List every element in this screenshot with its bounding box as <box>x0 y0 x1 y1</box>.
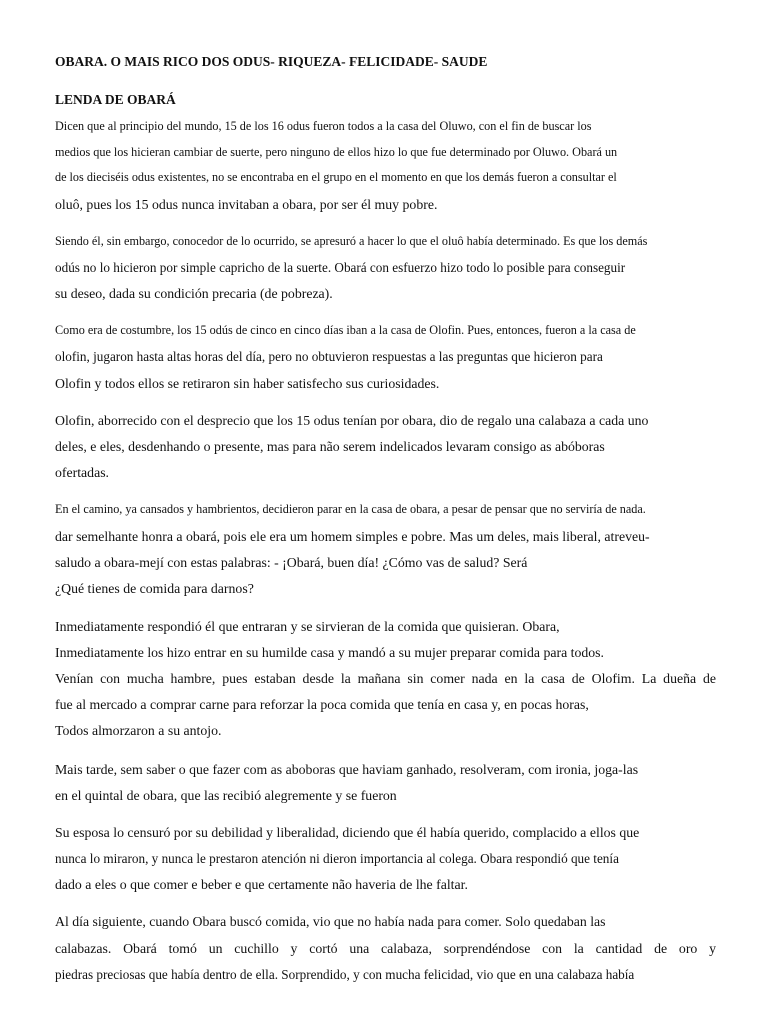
text-line: Siendo él, sin embargo, conocedor de lo ocurrido, se apresuró a hacer lo que el oluô había determinado. Es que los demás <box>55 234 648 248</box>
text-line: en el quintal de obara, que las recibió alegremente y se fueron <box>55 788 397 803</box>
text-line: medios que los hicieran cambiar de suerte, pero ninguno de ellos hizo lo que fue determinado por Oluwo. Obará un <box>55 145 618 159</box>
text-line: Mais tarde, sem saber o que fazer com as aboboras que haviam ganhado, resolveram, com ironia, joga-las <box>55 762 639 777</box>
section-heading: LENDA DE OBARÁ <box>55 92 176 107</box>
text-line: ofertadas. <box>55 465 110 480</box>
document-title: OBARA. O MAIS RICO DOS ODUS- RIQUEZA- FELICIDADE- SAUDE <box>55 54 488 69</box>
text-line: ¿Qué tienes de comida para darnos? <box>55 581 254 596</box>
text-line: Su esposa lo censuró por su debilidad y liberalidad, diciendo que él había querido, complacido a ellos que <box>55 825 640 840</box>
text-line: dado a eles o que comer e beber e que certamente não haveria de lhe faltar. <box>55 877 468 892</box>
text-line: Como era de costumbre, los 15 odús de cinco en cinco días iban a la casa de Olofin. Pues, entonces, fueron a la casa de <box>55 323 636 337</box>
text-line: Olofin y todos ellos se retiraron sin haber satisfecho sus curiosidades. <box>55 376 440 391</box>
text-line: Inmediatamente los hizo entrar en su humilde casa y mandó a su mujer preparar comida para todos. <box>55 645 604 660</box>
text-line: fue al mercado a comprar carne para reforzar la poca comida que tenía en casa y, en pocas horas, <box>55 697 589 712</box>
text-line: Todos almorzaron a su antojo. <box>55 723 222 738</box>
text-line: Al día siguiente, cuando Obara buscó comida, vio que no había nada para comer. Solo quedaban las <box>55 914 606 929</box>
text-line: odús no lo hicieron por simple capricho de la suerte. Obará con esfuerzo hizo todo lo posible para conseguir <box>55 260 626 275</box>
text-line: Venían con mucha hambre, pues estaban desde la mañana sin comer nada en la casa de Olofim. La dueña de <box>55 671 716 686</box>
text-line: saludo a obara-mejí con estas palabras: - ¡Obará, buen día! ¿Cómo vas de salud? Será <box>55 555 528 570</box>
text-line: de los dieciséis odus existentes, no se encontraba en el grupo en el momento en que los demás fueron a consultar el <box>55 170 617 184</box>
text-line: olofin, jugaron hasta altas horas del día, pero no obtuvieron respuestas a las preguntas que hicieron para <box>55 349 603 364</box>
text-line: nunca lo miraron, y nunca le prestaron atención ni dieron importancia al colega. Obara respondió que tenía <box>55 851 619 866</box>
text-line: dar semelhante honra a obará, pois ele era um homem simples e pobre. Mas um deles, mais liberal, atreveu- <box>55 529 650 544</box>
text-line: su deseo, dada su condición precaria (de pobreza). <box>55 286 333 301</box>
text-line: En el camino, ya cansados y hambrientos, decidieron parar en la casa de obara, a pesar de pensar que no serviría de nada. <box>55 502 646 516</box>
text-line: Olofin, aborrecido con el desprecio que los 15 odus tenían por obara, dio de regalo una calabaza a cada uno <box>55 413 649 428</box>
text-line: piedras preciosas que había dentro de ella. Sorprendido, y con mucha felicidad, vio que en una calabaza había <box>55 967 635 982</box>
text-line: deles, e eles, desdenhando o presente, mas para não serem indelicados levaram consigo as abóboras <box>55 439 605 454</box>
text-line: calabazas. Obará tomó un cuchillo y cortó una calabaza, sorprendéndose con la cantidad de oro y <box>55 941 716 956</box>
text-line: oluô, pues los 15 odus nunca invitaban a obara, por ser él muy pobre. <box>55 197 438 212</box>
text-line: Dicen que al principio del mundo, 15 de los 16 odus fueron todos a la casa del Oluwo, con el fin de buscar los <box>55 119 592 133</box>
text-line: Inmediatamente respondió él que entraran y se sirvieran de la comida que quisieran. Obara, <box>55 619 560 634</box>
